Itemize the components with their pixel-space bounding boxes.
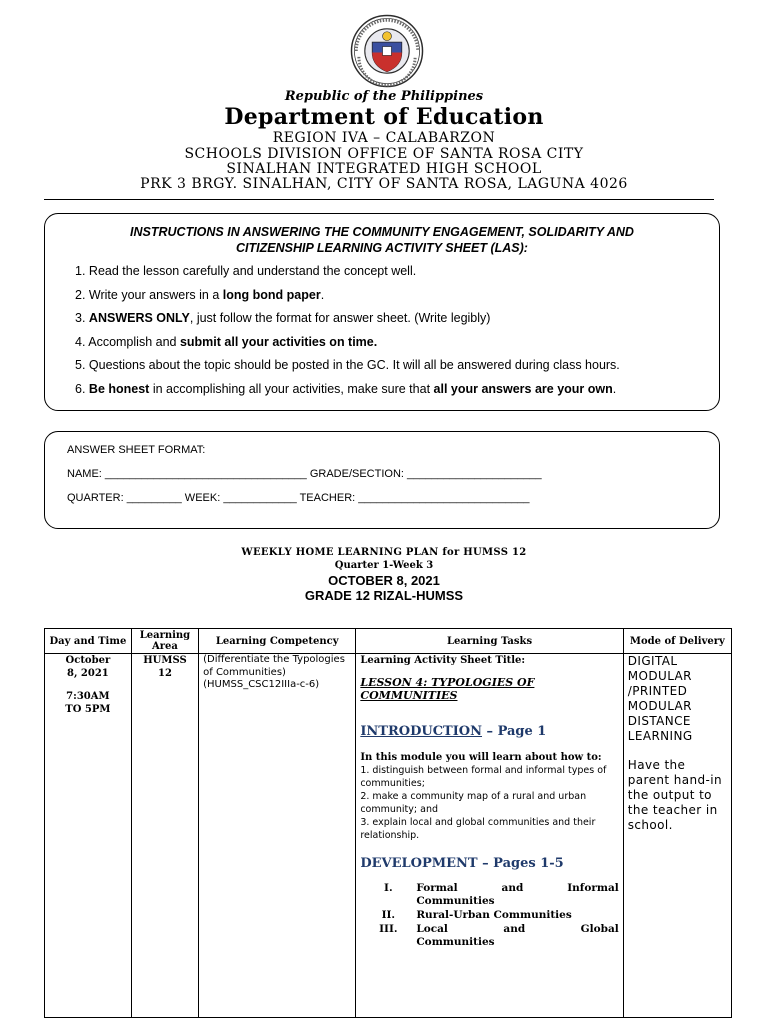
introduction-heading: INTRODUCTION – Page 1 [360, 724, 547, 739]
learning-objectives-intro: In this module you will learn about how to: [360, 752, 602, 763]
objective-item: 3. explain local and global communities and their relationship. [360, 816, 596, 841]
instruction-item: 1. Read the lesson carefully and understand the concept well. [75, 264, 417, 278]
development-heading: DEVELOPMENT – Pages 1-5 [360, 855, 564, 871]
subtopic-list [360, 881, 618, 949]
instruction-item: 3. ANSWERS ONLY, just follow the format for answer sheet. (Write legibly) [75, 311, 491, 326]
instruction-item: 5. Questions about the topic should be posted in the GC. It will all be answered during class hours. [75, 358, 620, 373]
day-time-cell [45, 654, 132, 1018]
instruction-item: 4. Accomplish and submit all your activities on time. [75, 334, 378, 349]
region-line: REGION IVA – CALABARZON [272, 130, 496, 146]
subtopic-item: III. Local and Global [379, 922, 619, 935]
lesson-title: LESSON 4: TYPOLOGIES OF COMMUNITIES [360, 676, 535, 702]
republic-line: Republic of the Philippines [284, 89, 484, 104]
plan-grade: GRADE 12 RIZAL-HUMSS [304, 588, 464, 603]
learning-plan-table [44, 628, 732, 1018]
date-line: 8, 2021 [67, 668, 109, 679]
learning-area-cell [131, 654, 198, 1018]
subtopic-item: II. Rural-Urban Communities [381, 908, 572, 921]
header-learning-area: Learning Area [131, 629, 198, 654]
header-learning-tasks: Learning Tasks [356, 629, 623, 654]
plan-date: OCTOBER 8, 2021 [328, 573, 440, 588]
table-row [45, 654, 732, 1018]
delivery-mode: DIGITAL MODULAR /PRINTED MODULAR DISTANCE LEARNING [627, 654, 693, 743]
learning-tasks-cell [356, 654, 623, 1018]
answer-sheet-name-line: NAME: _________________________________ GRADE/SECTION: ______________________ [67, 468, 542, 480]
instruction-item: 2. Write your answers in a long bond paper. [75, 287, 325, 302]
table-header-row [45, 629, 732, 654]
deped-seal-icon [350, 14, 424, 88]
answer-sheet-box [44, 431, 720, 529]
school-address: PRK 3 BRGY. SINALHAN, CITY OF SANTA ROSA, LAGUNA 4026 [140, 176, 628, 192]
plan-subtitle: Quarter 1-Week 3 [334, 560, 434, 571]
mode-of-delivery-cell [623, 654, 731, 1018]
activity-sheet-title: Learning Activity Sheet Title: [360, 655, 526, 666]
time-start: 7:30AM [66, 691, 110, 702]
instructions-title-line2: CITIZENSHIP LEARNING ACTIVITY SHEET (LAS): [236, 241, 528, 255]
header-divider [44, 199, 714, 200]
subtopic-continuation: Communities [416, 894, 495, 907]
day-line: October [65, 655, 111, 666]
answer-sheet-title: ANSWER SHEET FORMAT: [67, 444, 206, 456]
area-grade: 12 [157, 668, 172, 679]
competency-cell: (Differentiate the Typologies of Communities) (HUMSS_CSC12IIIa-c-6) [199, 654, 356, 1018]
delivery-note: Have the parent hand-in the output to the teacher in school. [627, 758, 722, 832]
subtopic-continuation: Communities [416, 935, 495, 948]
subtopic-item: I. Formal and Informal [384, 881, 619, 894]
instructions-title-line1: INSTRUCTIONS IN ANSWERING THE COMMUNITY ENGAGEMENT, SOLIDARITY AND [130, 225, 634, 239]
header-mode-of-delivery: Mode of Delivery [623, 629, 731, 654]
school-name: SINALHAN INTEGRATED HIGH SCHOOL [226, 161, 542, 177]
time-end: TO 5PM [65, 704, 111, 715]
area-subject: HUMSS [143, 655, 187, 666]
instructions-box [44, 213, 720, 411]
objective-item: 2. make a community map of a rural and urban community; and [360, 790, 587, 815]
objective-item: 1. distinguish between formal and informal types of communities; [360, 764, 607, 789]
plan-title: WEEKLY HOME LEARNING PLAN for HUMSS 12 [241, 547, 527, 558]
instruction-item: 6. Be honest in accomplishing all your activities, make sure that all your answers are your own. [75, 381, 617, 396]
header-day-time: Day and Time [45, 629, 132, 654]
instructions-title [45, 224, 719, 256]
division-line: SCHOOLS DIVISION OFFICE OF SANTA ROSA CITY [184, 146, 584, 162]
header-learning-competency: Learning Competency [199, 629, 356, 654]
answer-sheet-quarter-line: QUARTER: _________ WEEK: ____________ TEACHER: ____________________________ [67, 492, 530, 504]
instructions-list [75, 263, 705, 405]
department-title: Department of Education [224, 104, 544, 130]
